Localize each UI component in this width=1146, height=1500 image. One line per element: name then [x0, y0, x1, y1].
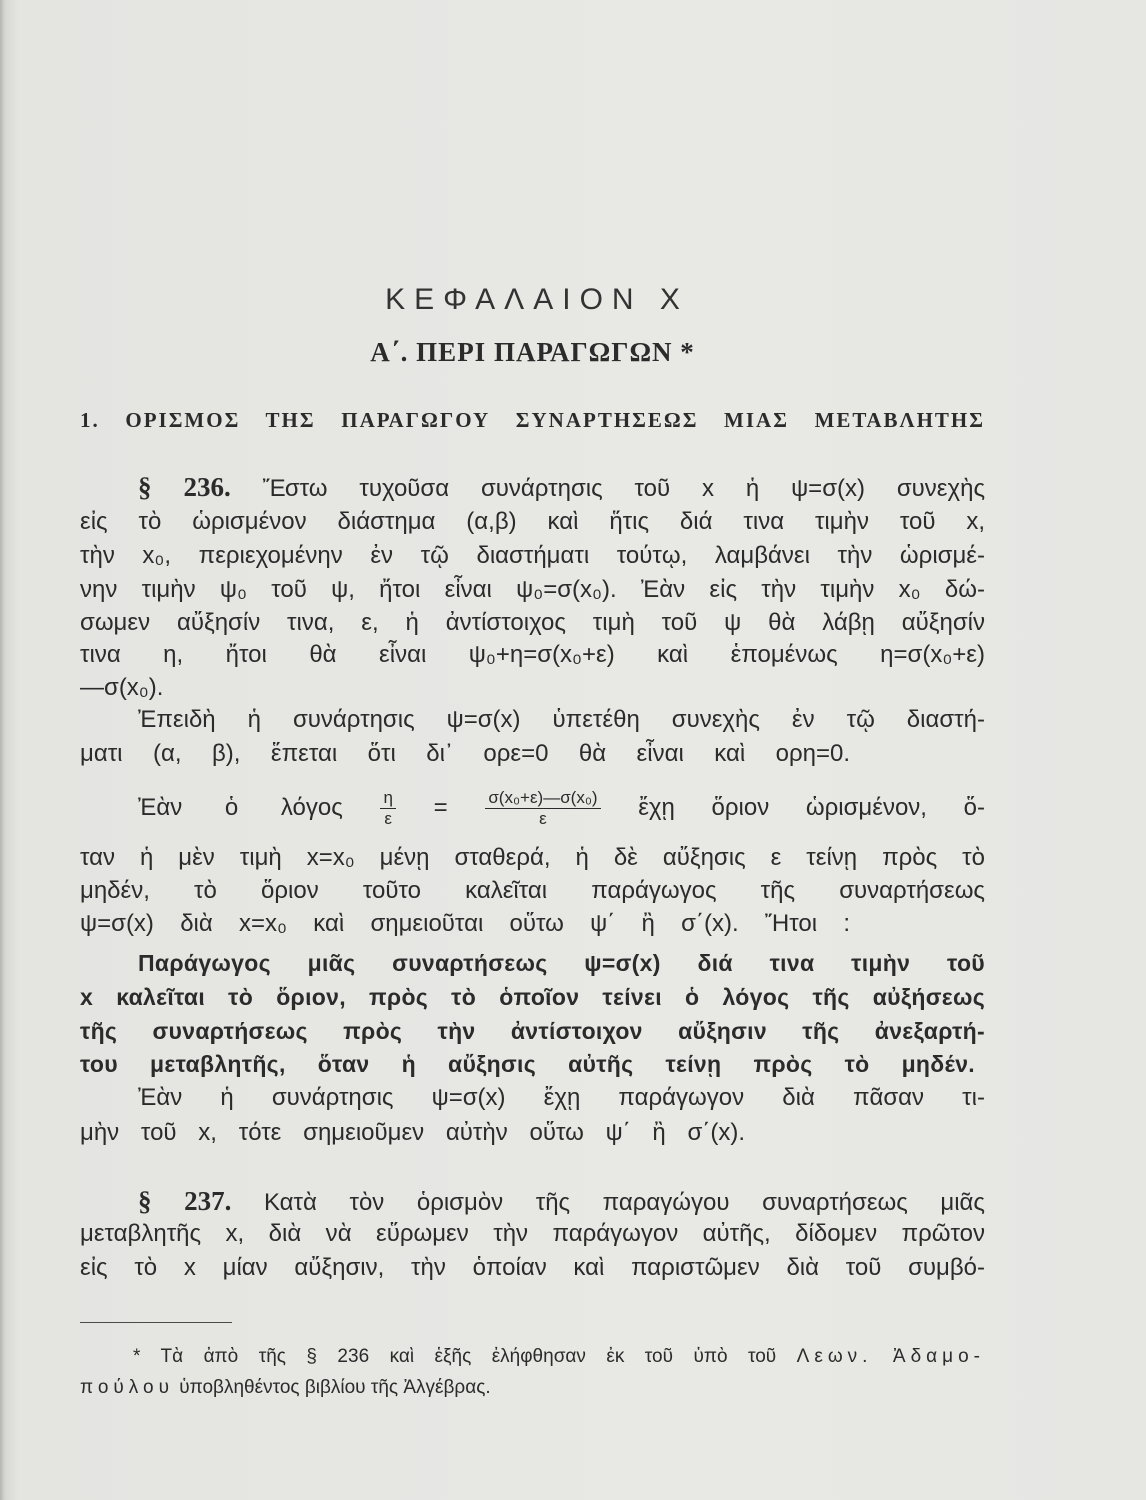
par237-line-1 — [138, 1184, 985, 1218]
par-notation-line-2: μὴν τοῦ x, τότε σημειοῦμεν αὐτὴν οὕτω ψ΄ ἢ σ΄(x). — [80, 1119, 745, 1146]
footnote-line-2 — [80, 1375, 985, 1401]
footnote-author-surname-end: πούλου — [80, 1377, 174, 1398]
par-ratio-line-4: ψ=σ(x) διὰ x=x₀ καὶ σημειοῦται οὕτω ψ΄ ἢ σ΄(x). Ἤτοι : — [80, 910, 850, 937]
par-ratio-line-2: ταν ἡ μὲν τιμὴ x=x₀ μένῃ σταθερά, ἡ δὲ αὔξησις ε τείνῃ πρὸς τὸ — [80, 844, 985, 871]
par236-first-line: Ἔστω τυχοῦσα συνάρτησις τοῦ x ἡ ψ=σ(x) συνεχὴς — [262, 475, 985, 502]
par236-line-5: σωμεν αὔξησίν τινα, ε, ἡ ἀντίστοιχος τιμὴ τοῦ ψ θὰ λάβῃ αὔξησίν — [80, 609, 985, 636]
par236-number: § 236. — [138, 472, 231, 502]
ratio-suffix: ἔχῃ ὅριον ὡρισμένον, ὅ- — [638, 794, 985, 821]
par-continuity-line-2: ματι (α, β), ἕπεται ὅτι δι᾿ ορε=0 θὰ εἶναι καὶ ορη=0. — [80, 740, 850, 767]
par236-line-6: τινα η, ἤτοι θὰ εἶναι ψ₀+η=σ(x₀+ε) καὶ ἑπομένως η=σ(x₀+ε) — [80, 641, 985, 668]
footnote-line-1 — [133, 1344, 985, 1370]
footnote-author-name: Λεων. — [796, 1346, 873, 1367]
fraction-eta-over-epsilon — [380, 788, 395, 829]
equals-sign: = — [433, 794, 448, 821]
par236-line-1 — [138, 470, 985, 504]
par-ratio-line-3: μηδέν, τὸ ὅριον τοῦτο καλεῖται παράγωγος τῆς συναρτήσεως — [80, 877, 985, 904]
definition-line-3: τῆς συναρτήσεως πρὸς τὴν ἀντίστοιχον αὔξησιν τῆς ἀνεξαρτή- — [80, 1018, 985, 1044]
fraction-difference-quotient — [485, 788, 600, 829]
par237-line-3: εἰς τὸ x μίαν αὔξησιν, τὴν ὁποίαν καὶ παριστῶμεν διὰ τοῦ συμβό- — [80, 1254, 985, 1281]
ratio-prefix: Ἐὰν ὁ λόγος — [138, 794, 343, 821]
footnote-rule — [80, 1322, 232, 1323]
fraction-1-numerator: η — [380, 788, 395, 809]
section-heading: 1. ΟΡΙΣΜΟΣ ΤΗΣ ΠΑΡΑΓΩΓΟΥ ΣΥΝΑΡΤΗΣΕΩΣ ΜΙΑΣ ΜΕΤΑΒΛΗΤΗΣ — [80, 408, 985, 432]
definition-line-2: x καλεῖται τὸ ὅριον, πρὸς τὸ ὁποῖον τείνει ὁ λόγος τῆς αὐξήσεως — [80, 984, 985, 1010]
fraction-2-numerator: σ(x₀+ε)—σ(x₀) — [485, 788, 600, 809]
fraction-1-denominator: ε — [384, 808, 393, 828]
par237-first-line: Κατὰ τὸν ὁρισμὸν τῆς παραγώγου συναρτήσεως μιᾶς — [263, 1189, 985, 1216]
par-continuity-line-1: Ἐπειδὴ ἡ συνάρτησις ψ=σ(x) ὑπετέθη συνεχὴς ἐν τῷ διαστή- — [138, 706, 985, 733]
chapter-title: ΚΕΦΑΛΑΙΟΝ Χ — [385, 283, 689, 316]
par236-line-4: νην τιμὴν ψ₀ τοῦ ψ, ἤτοι εἶναι ψ₀=σ(x₀). Ἐὰν εἰς τὴν τιμὴν x₀ δώ- — [80, 576, 985, 603]
definition-line-1: Παράγωγος μιᾶς συναρτήσεως ψ=σ(x) διά τινα τιμὴν τοῦ — [138, 950, 985, 976]
par-ratio-line-1 — [138, 786, 985, 830]
fraction-2-denominator: ε — [539, 808, 547, 828]
par236-line-7: —σ(x₀). — [80, 674, 164, 701]
footnote-text-2: ὑποβληθέντος βιβλίου τῆς Ἀλγέβρας. — [179, 1377, 491, 1398]
par236-line-2: εἰς τὸ ὡρισμένον διάστημα (α,β) καὶ ἥτις διά τινα τιμὴν τοῦ x, — [80, 508, 985, 535]
par236-line-3: τὴν x₀, περιεχομένην ἐν τῷ διαστήματι τούτῳ, λαμβάνει τὴν ὡρισμέ- — [80, 542, 985, 569]
par-notation-line-1: Ἐὰν ἡ συνάρτησις ψ=σ(x) ἔχῃ παράγωγον διὰ πᾶσαν τι- — [138, 1084, 985, 1111]
footnote-text-1: * Τὰ ἀπὸ τῆς § 236 καὶ ἑξῆς ἐλήφθησαν ἐκ τοῦ ὑπὸ τοῦ — [133, 1346, 777, 1367]
par237-number: § 237. — [138, 1186, 232, 1216]
chapter-subtitle: Α΄. ΠΕΡΙ ΠΑΡΑΓΩΓΩΝ * — [370, 337, 695, 367]
par237-line-2: μεταβλητῆς x, διὰ νὰ εὕρωμεν τὴν παράγωγον αὐτῆς, δίδομεν πρῶτον — [80, 1220, 985, 1247]
footnote-author-surname-start: Ἀδαμο- — [892, 1346, 985, 1367]
definition-line-4: του μεταβλητῆς, ὅταν ἡ αὔξησις αὐτῆς τείνῃ πρὸς τὸ μηδέν. — [80, 1051, 975, 1077]
